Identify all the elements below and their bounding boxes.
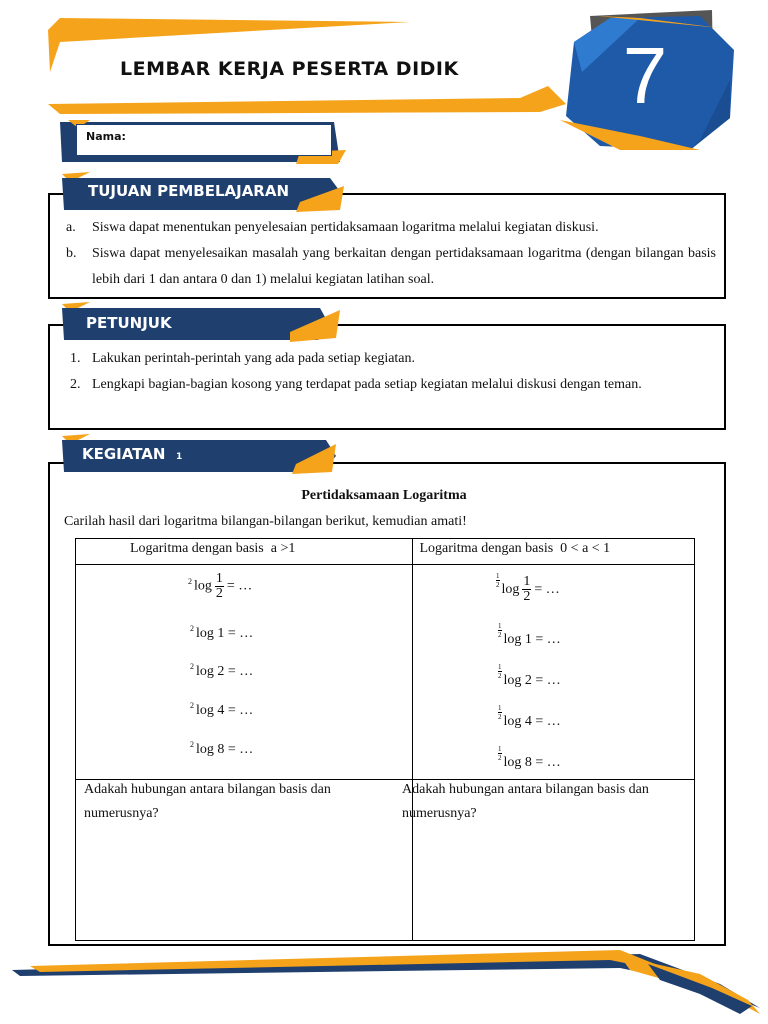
left-question: Adakah hubungan antara bilangan basis dan numerusnya? — [84, 782, 331, 821]
kegiatan-title: KEGIATAN — [82, 445, 166, 463]
tujuan-item-a-text: Siswa dapat menentukan penyelesaian pertidaksamaan logaritma melalui kegiatan diskusi. — [92, 220, 599, 235]
chapter-number: 7 — [622, 31, 668, 120]
petunjuk-item-1-text: Lakukan perintah-perintah yang ada pada setiap kegiatan. — [92, 351, 416, 366]
right-base-den: 2 — [498, 672, 502, 680]
log-text: log — [503, 714, 522, 729]
right-base — [498, 704, 502, 721]
right-base-den: 2 — [498, 631, 502, 639]
right-base-num: 1 — [496, 572, 500, 580]
col1-header — [76, 539, 413, 565]
kegiatan-heading: Pertidaksamaan Logaritma — [301, 488, 467, 503]
numerus: 2 — [217, 664, 225, 679]
equals-blank: = … — [534, 582, 560, 597]
col1-header-text: Logaritma dengan basis a >1 — [130, 541, 296, 556]
log-text: log — [503, 632, 522, 647]
tujuan-item-b-marker: b. — [66, 246, 77, 261]
numerus: 8 — [524, 755, 532, 770]
left-base: 2 — [190, 662, 194, 671]
equals-blank: = … — [535, 755, 561, 770]
fraction-numerator: 1 — [523, 574, 531, 590]
right-expr-2 — [498, 663, 561, 689]
fraction-denominator: 2 — [215, 586, 223, 601]
right-base — [498, 745, 502, 762]
left-expr-4 — [190, 701, 253, 719]
logarithm-table — [75, 538, 695, 941]
tujuan-item-a-marker: a. — [66, 220, 76, 235]
col2-header-text: Logaritma dengan basis 0 < a < 1 — [419, 541, 611, 556]
right-base — [496, 572, 500, 589]
right-base-num: 1 — [498, 663, 502, 671]
left-expr-8 — [190, 740, 253, 758]
right-question: Adakah hubungan antara bilangan basis dan numerusnya? — [402, 782, 649, 821]
log-text: log — [194, 578, 212, 594]
fraction-denominator: 2 — [523, 589, 531, 605]
equals-blank: = … — [227, 664, 254, 679]
right-expr-half — [496, 572, 560, 604]
kegiatan-number: 1 — [176, 452, 183, 462]
log-text: log — [196, 664, 214, 679]
tujuan-item-a — [66, 215, 716, 241]
right-base — [498, 622, 502, 639]
left-expr-half — [188, 572, 252, 601]
tujuan-item-b — [66, 241, 716, 293]
right-expr-1 — [498, 622, 561, 648]
right-base-den: 2 — [496, 581, 500, 589]
right-base-den: 2 — [498, 754, 502, 762]
right-expr-8 — [498, 745, 561, 771]
right-base-den: 2 — [498, 713, 502, 721]
right-base — [498, 663, 502, 680]
petunjuk-item-1 — [66, 346, 716, 372]
kegiatan-intro: Carilah hasil dari logaritma bilangan-bilangan berikut, kemudian amati! — [64, 514, 467, 529]
log-text: log — [501, 582, 520, 597]
equals-blank: = … — [227, 626, 254, 641]
left-expr-2 — [190, 662, 253, 680]
log-text: log — [196, 626, 214, 641]
petunjuk-tag — [0, 298, 360, 346]
numerus: 4 — [524, 714, 532, 729]
tujuan-title: TUJUAN PEMBELAJARAN — [88, 182, 290, 200]
equals-blank: = … — [535, 714, 561, 729]
numerus: 8 — [217, 742, 225, 757]
left-base: 2 — [190, 624, 194, 633]
nama-label: Nama: — [86, 130, 126, 143]
equals-blank: = … — [535, 632, 561, 647]
log-text: log — [503, 673, 522, 688]
left-base: 2 — [190, 740, 194, 749]
log-text: log — [196, 703, 214, 718]
left-base: 2 — [190, 701, 194, 710]
numerus: 1 — [217, 626, 225, 641]
right-base-num: 1 — [498, 704, 502, 712]
numerus: 1 — [524, 632, 532, 647]
equals-blank: = … — [227, 703, 254, 718]
footer-decoration — [0, 944, 768, 1024]
numerus: 4 — [217, 703, 225, 718]
log-text: log — [196, 742, 214, 757]
petunjuk-item-1-marker: 1. — [70, 351, 81, 366]
left-expr-1 — [190, 624, 253, 642]
col2-header — [413, 539, 695, 565]
right-base-num: 1 — [498, 622, 502, 630]
petunjuk-item-2-text: Lengkapi bagian-bagian kosong yang terdapat pada setiap kegiatan melalui diskusi dengan teman. — [92, 377, 642, 392]
numerus: 2 — [524, 673, 532, 688]
petunjuk-title: PETUNJUK — [86, 314, 172, 332]
log-text: log — [503, 755, 522, 770]
half-fraction — [522, 575, 531, 604]
equals-blank: = … — [535, 673, 561, 688]
equals-blank: = … — [227, 742, 254, 757]
equals-blank: = … — [226, 578, 253, 594]
right-expr-4 — [498, 704, 561, 730]
petunjuk-item-2-marker: 2. — [70, 377, 81, 392]
page-title: LEMBAR KERJA PESERTA DIDIK — [120, 58, 459, 80]
left-base: 2 — [188, 576, 192, 586]
petunjuk-item-2 — [66, 372, 716, 398]
half-fraction — [215, 572, 224, 601]
fraction-numerator: 1 — [215, 571, 223, 586]
tujuan-item-b-text: Siswa dapat menyelesaikan masalah yang berkaitan dengan pertidaksamaan logaritma (dengan bilangan basis lebih dari 1 dan antara 0 dan 1) melalui kegiatan latihan soal. — [92, 246, 716, 287]
right-base-num: 1 — [498, 745, 502, 753]
